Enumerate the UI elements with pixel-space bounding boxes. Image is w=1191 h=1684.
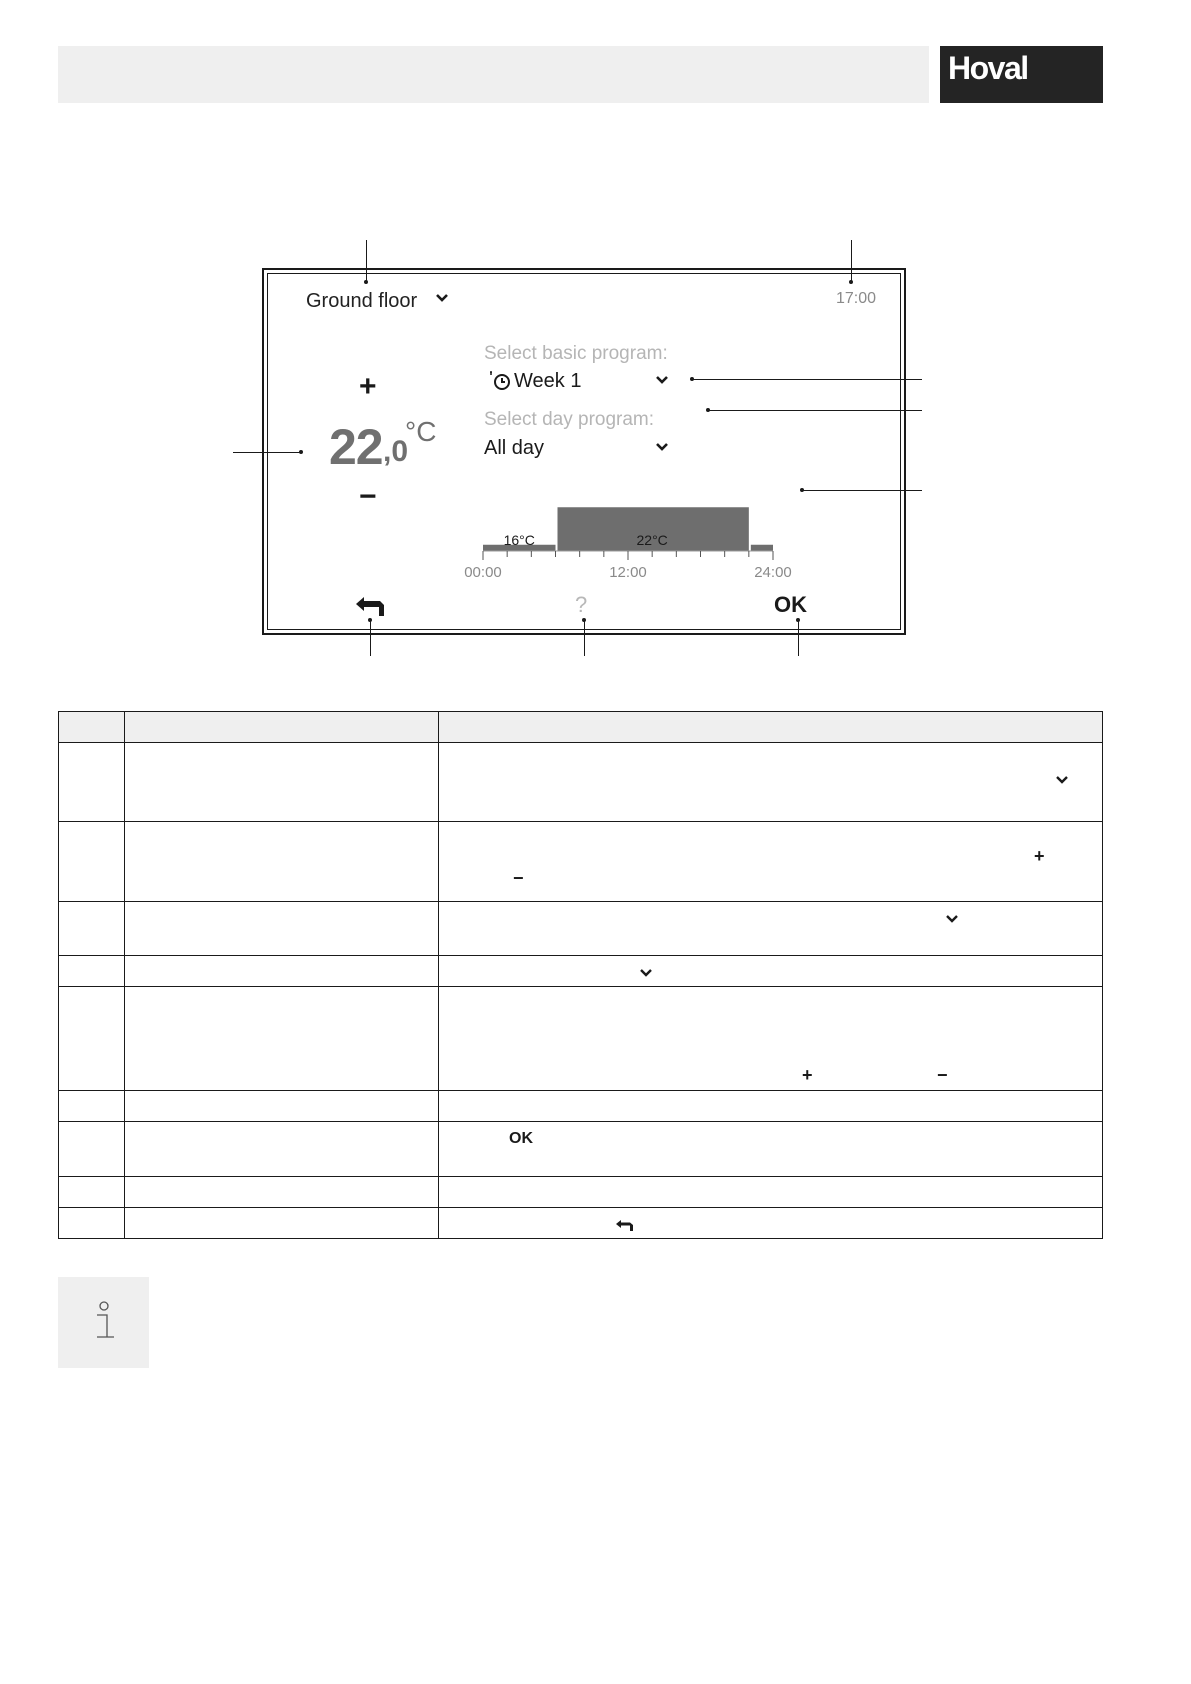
help-button[interactable]: ? bbox=[575, 592, 588, 617]
minus-button[interactable]: − bbox=[359, 480, 377, 513]
table-row bbox=[59, 1091, 1103, 1122]
x-tick-label: 24:00 bbox=[754, 564, 792, 581]
table-cell bbox=[59, 1177, 125, 1208]
table-cell bbox=[125, 1122, 439, 1177]
table-cell bbox=[59, 987, 125, 1091]
table-cell bbox=[439, 1177, 1103, 1208]
back-arrow-icon bbox=[615, 1217, 635, 1238]
info-box bbox=[58, 1277, 149, 1368]
day-program-label: Select day program: bbox=[484, 409, 655, 430]
minus-icon: − bbox=[513, 868, 524, 888]
table-cell bbox=[439, 956, 1103, 987]
day-program-value[interactable]: All day bbox=[484, 437, 545, 459]
basic-program-label: Select basic program: bbox=[484, 343, 668, 364]
table-cell bbox=[59, 1208, 125, 1239]
temperature-unit: °C bbox=[405, 416, 437, 447]
segment-temperature-label: 16°C bbox=[503, 532, 535, 548]
temperature-decimal: ,0 bbox=[383, 435, 409, 468]
table-header-cell bbox=[125, 712, 439, 743]
plus-icon: + bbox=[802, 1065, 813, 1085]
table-cell bbox=[439, 902, 1103, 956]
chevron-down-icon[interactable] bbox=[654, 372, 670, 393]
table-cell bbox=[59, 902, 125, 956]
table-cell bbox=[125, 902, 439, 956]
zone-name[interactable]: Ground floor bbox=[306, 290, 418, 312]
device-screen bbox=[262, 268, 906, 635]
table-cell bbox=[59, 743, 125, 822]
table-row bbox=[59, 743, 1103, 822]
table-cell bbox=[125, 1091, 439, 1122]
legend-table bbox=[58, 711, 1103, 1239]
table-row bbox=[59, 1177, 1103, 1208]
table-cell bbox=[439, 1122, 1103, 1177]
table-cell bbox=[125, 987, 439, 1091]
table-header-cell bbox=[59, 712, 125, 743]
clock-time: 17:00 bbox=[836, 290, 877, 307]
x-tick-label: 12:00 bbox=[609, 564, 647, 581]
table-row bbox=[59, 822, 1103, 902]
table-cell bbox=[59, 1091, 125, 1122]
day-schedule-chart[interactable] bbox=[459, 485, 819, 585]
table-row bbox=[59, 1208, 1103, 1239]
ok-icon: OK bbox=[509, 1130, 533, 1147]
schedule-segment[interactable] bbox=[751, 545, 773, 551]
minus-icon: − bbox=[937, 1065, 948, 1085]
chevron-down-icon bbox=[944, 910, 960, 931]
plus-icon: + bbox=[1034, 846, 1045, 866]
table-cell bbox=[125, 822, 439, 902]
table-cell bbox=[125, 743, 439, 822]
chevron-down-icon bbox=[638, 964, 654, 985]
table-row bbox=[59, 956, 1103, 987]
chevron-down-icon[interactable] bbox=[434, 290, 450, 311]
table-header-cell bbox=[439, 712, 1103, 743]
basic-program-value[interactable]: Week 1 bbox=[514, 370, 582, 392]
chevron-down-icon[interactable] bbox=[654, 439, 670, 460]
segment-temperature-label: 22°C bbox=[636, 532, 668, 548]
table-row bbox=[59, 987, 1103, 1091]
header-bar bbox=[58, 46, 929, 103]
temperature-integer: 22 bbox=[329, 419, 383, 475]
table-cell bbox=[59, 956, 125, 987]
clock-program-icon bbox=[488, 371, 512, 396]
x-tick-label: 00:00 bbox=[464, 564, 502, 581]
table-cell bbox=[125, 1177, 439, 1208]
plus-button[interactable]: + bbox=[359, 370, 377, 403]
logo-text: Hoval bbox=[948, 50, 1028, 86]
table-cell bbox=[59, 822, 125, 902]
table-row bbox=[59, 902, 1103, 956]
table-header-row bbox=[59, 712, 1103, 743]
table-cell bbox=[439, 987, 1103, 1091]
table-cell bbox=[439, 743, 1103, 822]
table-cell bbox=[439, 822, 1103, 902]
table-cell bbox=[59, 1122, 125, 1177]
brand-logo bbox=[940, 46, 1103, 103]
table-cell bbox=[125, 956, 439, 987]
ok-button[interactable]: OK bbox=[774, 592, 807, 617]
table-cell bbox=[439, 1208, 1103, 1239]
back-button[interactable] bbox=[354, 596, 388, 623]
table-cell bbox=[439, 1091, 1103, 1122]
chevron-down-icon bbox=[1054, 771, 1070, 792]
table-cell bbox=[125, 1208, 439, 1239]
table-row bbox=[59, 1122, 1103, 1177]
info-icon bbox=[92, 1301, 118, 1348]
